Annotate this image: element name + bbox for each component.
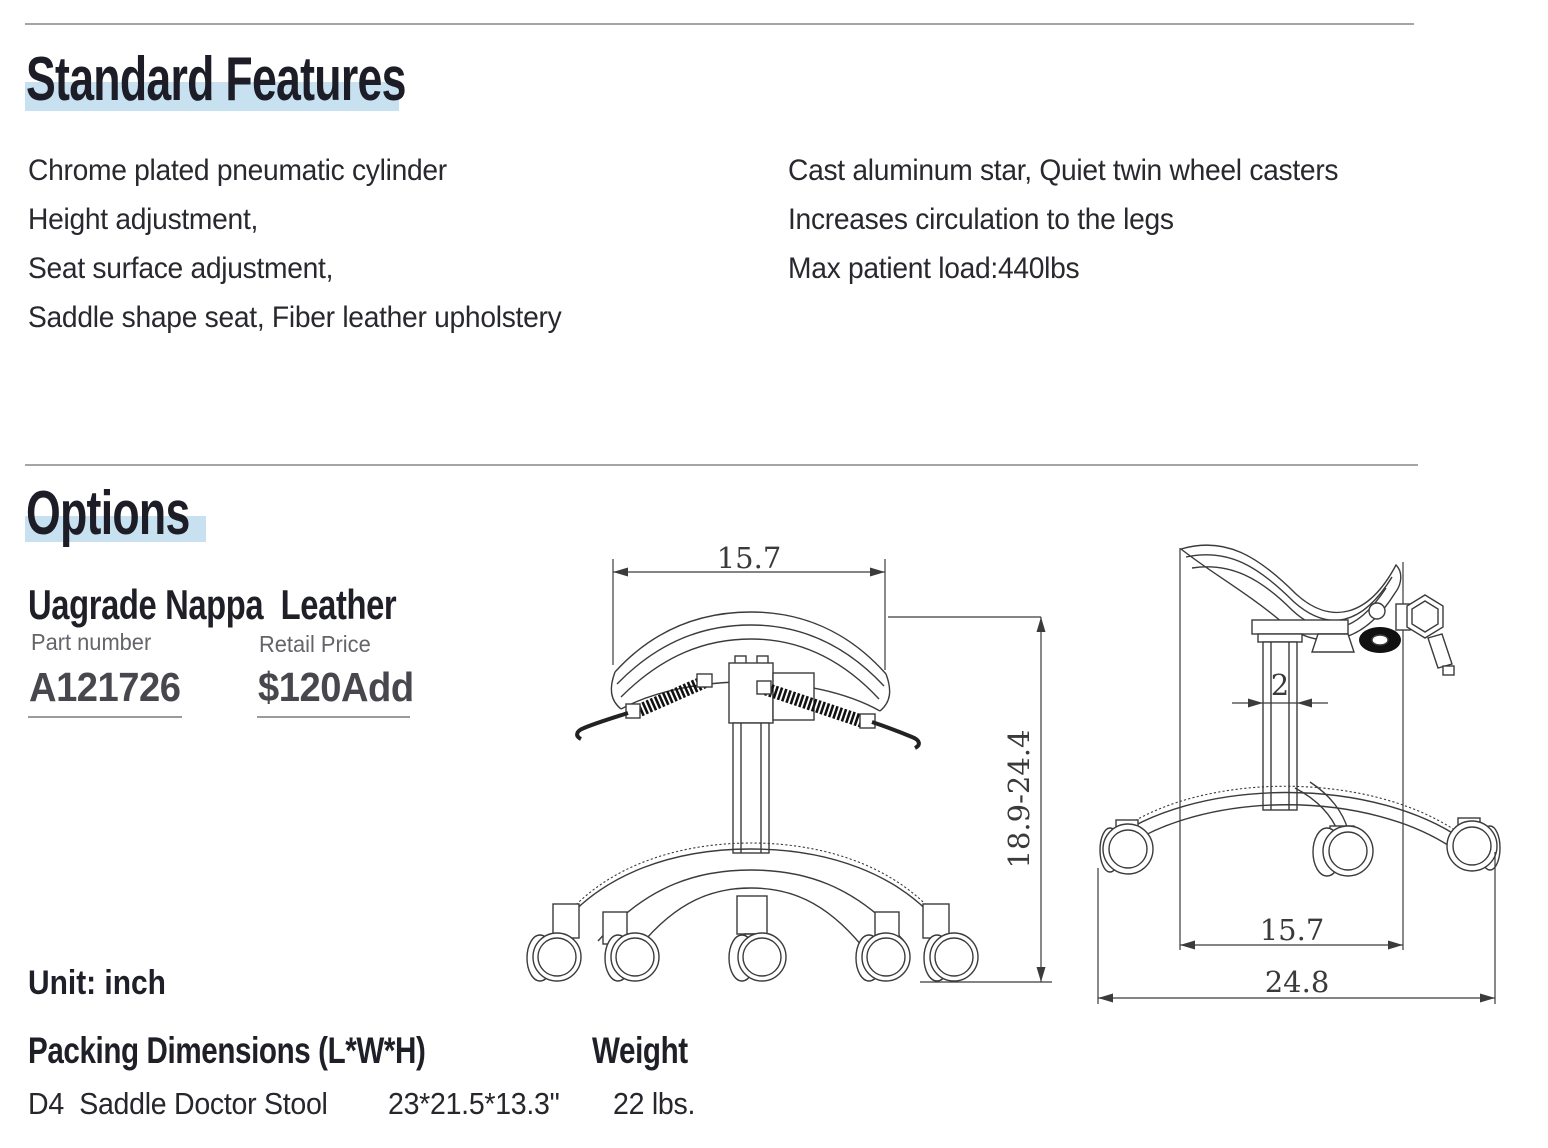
options-title: Options	[26, 479, 190, 548]
option-product-name: Uagrade Nappa Leather	[28, 581, 397, 628]
packing-dimensions-cell: 23*21.5*13.3"	[388, 1086, 560, 1121]
feature-item: Increases circulation to the legs	[788, 203, 1174, 236]
model-cell: D4 Saddle Doctor Stool	[28, 1086, 328, 1121]
dim-side-cylinder-width: 2	[1270, 668, 1290, 702]
feature-item: Chrome plated pneumatic cylinder	[28, 154, 447, 187]
dim-front-height-range: 18.9-24.4	[1002, 729, 1036, 869]
standard-features-title: Standard Features	[26, 45, 406, 114]
feature-item: Height adjustment,	[28, 203, 259, 236]
retail-price-value: $120Add	[258, 664, 414, 710]
dim-side-base-width: 24.8	[1264, 965, 1330, 999]
front-casters	[527, 933, 978, 981]
feature-item: Saddle shape seat, Fiber leather upholstery	[28, 301, 562, 334]
packing-dimensions-header: Packing Dimensions (L*W*H)	[28, 1030, 426, 1071]
feature-item: Cast aluminum star, Quiet twin wheel casters	[788, 154, 1339, 187]
dim-front-seat-width: 15.7	[716, 541, 782, 575]
feature-item: Seat surface adjustment,	[28, 252, 334, 285]
dim-side-seat-depth: 15.7	[1259, 913, 1325, 947]
side-view-drawing	[1098, 545, 1500, 1004]
weight-cell: 22 lbs.	[613, 1086, 696, 1121]
part-number-label: Part number	[31, 629, 152, 655]
retail-price-label: Retail Price	[259, 631, 371, 657]
front-view-drawing	[527, 541, 1052, 982]
part-number-value: A121726	[29, 664, 181, 710]
unit-label: Unit: inch	[28, 964, 166, 1002]
weight-header: Weight	[592, 1030, 688, 1071]
feature-item: Max patient load:440lbs	[788, 252, 1080, 285]
